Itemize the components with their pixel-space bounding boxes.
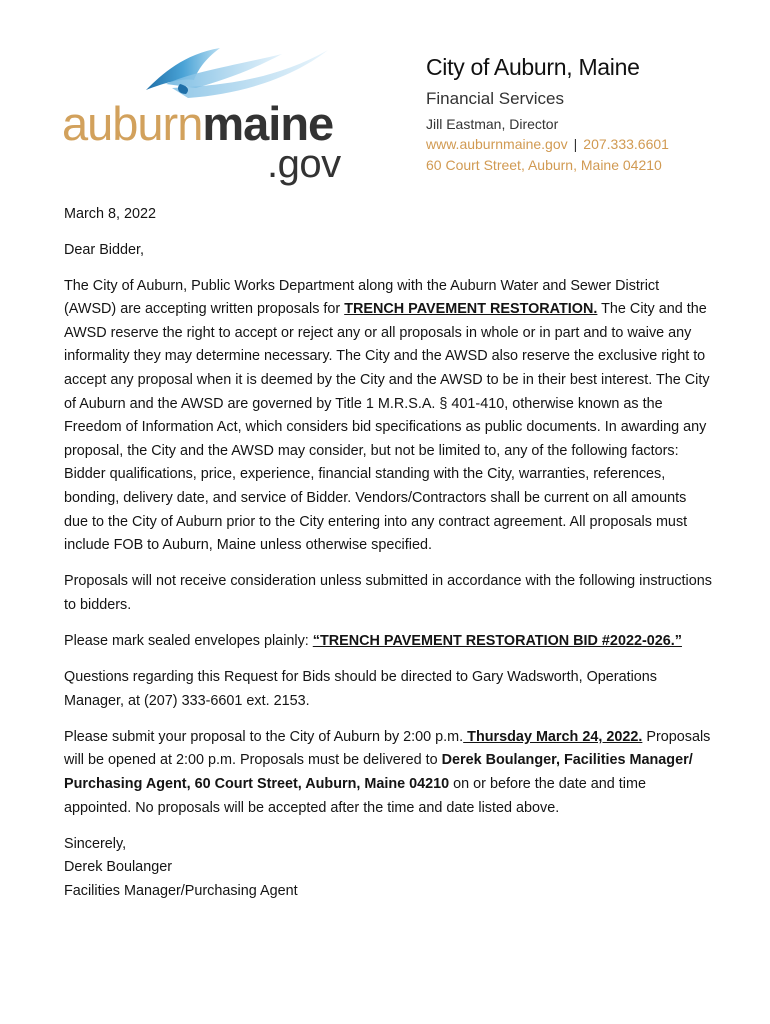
submission-intro: Please submit your proposal to the City of Auburn by 2:00 p.m. [64,728,464,745]
envelope-instruction: Please mark sealed envelopes plainly: [64,633,313,649]
paragraph-consideration: Proposals will not receive consideration unless submitted in accordance with the following instructions to bidders. [64,573,712,613]
letter-body [64,203,714,903]
letter-date: March 8, 2022 [64,206,156,222]
submission-closing: on or before the date and time appointed. No proposals will be accepted after the time and date listed above. [64,775,646,816]
salutation: Dear Bidder, [64,241,144,258]
bid-reference: “TRENCH PAVEMENT RESTORATION BID #2022-026.” [312,633,682,649]
submission-deadline: Thursday March 24, 2022. [463,728,643,745]
submission-recipient: Derek Boulanger, Facilities Manager/ Purchasing Agent, 60 Court Street, Auburn, Maine 04210 [64,752,693,792]
director-name: Jill Eastman, Director [426,116,559,132]
auburnmaine-logo [62,44,362,186]
phone-number: 207.333.6601 [583,136,669,152]
logo-wordmark: auburnmaine [62,97,334,150]
paragraph-terms [64,275,714,558]
closing: Sincerely, [64,835,127,852]
city-name: City of Auburn, Maine [426,54,640,80]
letterhead [426,52,756,176]
street-address: 60 Court Street, Auburn, Maine 04210 [426,157,662,173]
paragraph-submission [64,726,714,820]
signer-title: Facilities Manager/Purchasing Agent [64,882,298,899]
signature-block [64,833,714,904]
website-link[interactable]: www.auburnmaine.gov [426,136,568,152]
logo-gov: .gov [267,142,341,186]
terms-intro: The City of Auburn, Public Works Department along with the Auburn Water and Sewer District (AWSD) are accepting written proposals for [64,277,660,318]
terms-body: The City and the AWSD reserve the right to accept or reject any or all proposals in whole or in part and to waive any informality they may determine necessary. The City and the AWSD also reserve the exclusive right to accept any proposal when it is deemed by the City and the AWSD to be in their best interest. The City of Auburn and the AWSD are governed by Title 1 M.R.S.A. § 401-410, otherwise known as the Freedom of Information Act, which considers bid specifications as public documents. In awarding any proposal, the City and the AWSD may consider, but not be limited to, any of the following factors: Bidder qualifications, price, experience, financial standing with the City, warranties, references, bonding, delivery date, and service of Bidder. Vendors/Contractors shall be current on all amounts due to the City of Auburn prior to the City entering into any contract agreement. All proposals must include FOB to Auburn, Maine unless otherwise specified. [64,301,710,554]
contact-separator: | [573,136,578,152]
contact-line [426,134,756,155]
department-name: Financial Services [426,89,564,108]
project-title: TRENCH PAVEMENT RESTORATION. [344,301,598,318]
signer-name: Derek Boulanger [64,859,172,876]
paragraph-questions: Questions regarding this Request for Bids should be directed to Gary Wadsworth, Operations Manager, at (207) 333-6601 ext. 2153. [64,669,657,709]
paragraph-envelope [64,630,714,654]
submission-opening: Proposals will be opened at 2:00 p.m. Proposals must be delivered to [64,728,711,769]
